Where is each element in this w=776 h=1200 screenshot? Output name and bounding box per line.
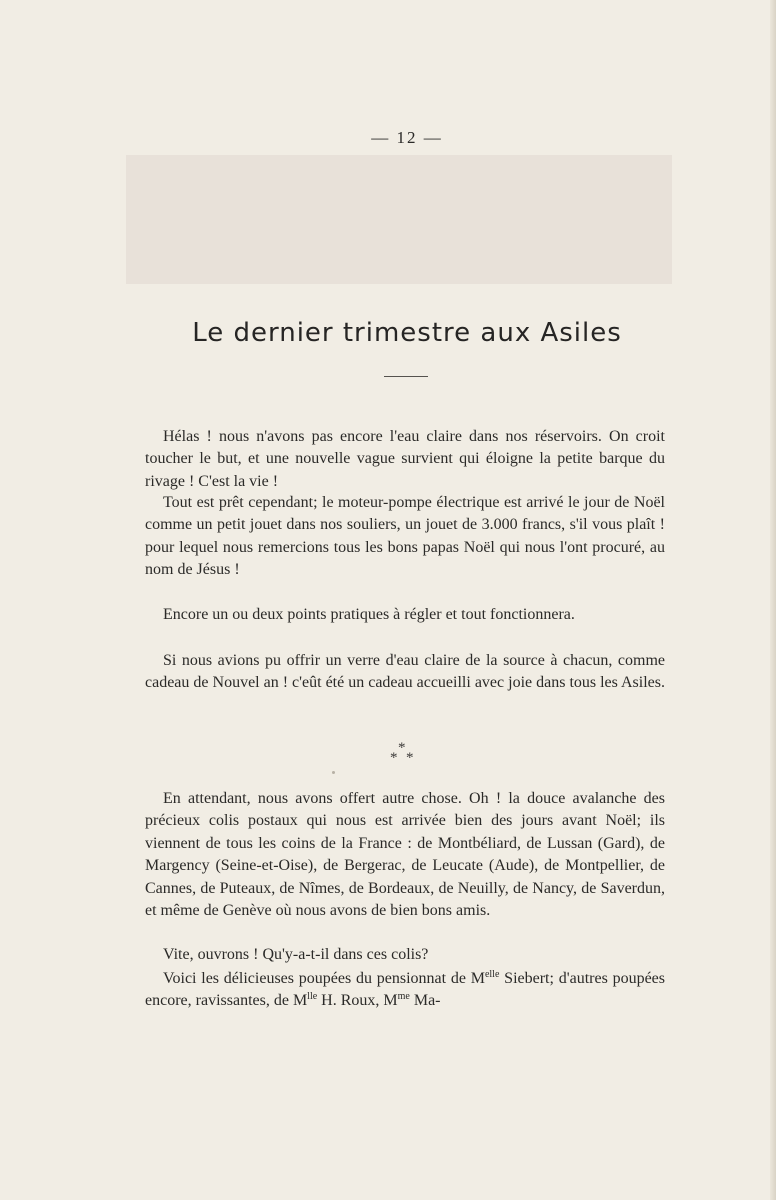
paragraph-7-text-d: Ma- [409, 992, 441, 1010]
superscript-me: me [397, 991, 410, 1003]
paragraph-1 [145, 426, 665, 493]
paragraph-3 [145, 604, 665, 626]
paragraph-6-text: Vite, ouvrons ! Qu'y-a-t-il dans ces colis? [163, 946, 429, 963]
superscript-lle: lle [307, 991, 318, 1003]
paragraph-5 [145, 788, 665, 922]
asterism-star: * [406, 750, 414, 766]
paper-speck [332, 771, 335, 774]
paragraph-2-text: Tout est prêt cependant; le moteur-pompe électrique est arrivé le jour de Noël comme un petit jouet dans nos souliers, un jouet de 3.000 francs, s'il vous plaît ! pour lequel nous remercions tous les bons papas Noël qui nous l'ont procuré, au nom de Jésus ! [145, 494, 665, 579]
paragraph-3-text: Encore un ou deux points pratiques à régler et tout fonctionnera. [163, 606, 575, 623]
paragraph-4 [145, 650, 665, 695]
heading-rule [384, 376, 428, 377]
page-edge [770, 0, 776, 1200]
paragraph-6 [145, 944, 665, 966]
paragraph-7-text-a: Voici les délicieuses poupées du pensionnat de M [163, 970, 485, 987]
asterism-star: * [390, 750, 398, 766]
paragraph-5-text: En attendant, nous avons offert autre chose. Oh ! la douce avalanche des précieux colis postaux qui nous est arrivée bien des jours avant Noël; ils viennent de tous les coins de la France : de Montbéliard, de Lussan (Gard), de Margency (Seine-et-Oise), de Bergerac, de Leucate (Aude), de Montpellier, de Cannes, de Puteaux, de Nîmes, de Bordeaux, de Neuilly, de Nancy, de Saverdun, et même de Genève où nous avons de bien bons amis. [145, 790, 665, 920]
page-number: — 12 — [371, 128, 443, 147]
paragraph-4-text: Si nous avions pu offrir un verre d'eau claire de la source à chacun, comme cadeau de Nouvel an ! c'eût été un cadeau accueilli avec joie dans tous les Asiles. [145, 652, 665, 692]
paragraph-1-text: Hélas ! nous n'avons pas encore l'eau claire dans nos réservoirs. On croit toucher le but, et une nouvelle vague survient qui éloigne la petite barque du rivage ! C'est la vie ! [145, 428, 665, 490]
paragraph-2 [145, 492, 665, 582]
superscript-elle: elle [484, 969, 500, 980]
asterism-separator [386, 740, 426, 770]
redacted-block [126, 155, 672, 284]
paragraph-7-text-b: Siebert; d'autres poupées encore, ravissantes, de M [145, 970, 666, 1010]
asterism-star: * [398, 740, 406, 756]
section-heading: Le dernier trimestre aux Asiles [192, 318, 622, 348]
paragraph-7 [145, 968, 665, 1013]
paragraph-7-text-c: H. Roux, M [317, 992, 398, 1010]
